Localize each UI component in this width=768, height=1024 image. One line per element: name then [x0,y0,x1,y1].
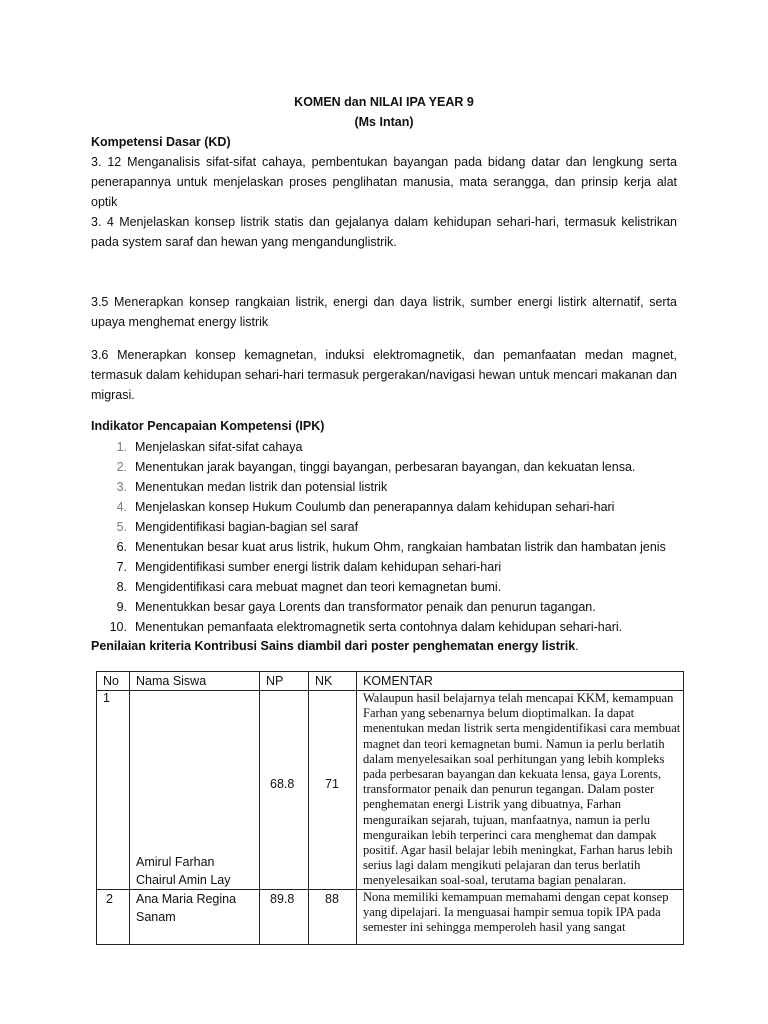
np-value: 68.8 [270,777,295,791]
list-item [107,457,666,477]
kd-heading: Kompetensi Dasar (KD) [91,135,231,149]
student-name-line: Chairul Amin Lay [136,872,231,887]
kd-item: 3. 4 Menjelaskan konsep listrik statis dan gejalanya dalam kehidupan sehari-hari, termasuk kelistrikan pada system saraf dan hewan yang mengandunglistrik. [91,215,677,249]
list-number: 7. [116,560,127,574]
list-item [107,477,666,497]
list-text: Mengidentifikasi bagian-bagian sel saraf [135,520,359,534]
grades-table [96,671,684,945]
cell-nk [309,691,357,890]
nk-value: 71 [325,777,339,791]
list-text: Menentukan jarak bayangan, tinggi bayangan, perbesaran bayangan, dan kekuatan lensa. [135,460,636,474]
list-number: 6. [116,540,127,554]
list-number: 1. [116,440,127,454]
list-text: Menentukkan besar gaya Lorents dan transformator penaik dan penurun tagangan. [135,600,596,614]
table-row [97,889,684,944]
header-np: NP [260,672,309,691]
kd-item: 3.5 Menerapkan konsep rangkaian listrik, energi dan daya listrik, sumber energi listirk alternatif, serta upaya menghemat energy listrik [91,295,677,329]
list-number: 9. [116,600,127,614]
kd-item: 3. 12 Menganalisis sifat-sifat cahaya, pembentukan bayangan pada bidang datar dan lengkung serta penerapannya untuk menjelaskan proses penglihatan manusia, mata serangga, dan prinsip kerja alat optik [91,155,677,209]
document-subtitle: (Ms Intan) [354,115,414,129]
list-text: Menentukan besar kuat arus listrik, hukum Ohm, rangkaian hambatan listrik dan hambatan jenis [135,540,666,554]
komentar-text: Nona memiliki kemampuan memahami dengan cepat konsep yang dipelajari. Ia menguasai hampir semua topik IPA pada semester ini sehingga memperoleh hasil yang sangat [363,889,669,935]
list-number: 2. [116,460,127,474]
criteria-heading-period: . [575,639,579,653]
list-text: Menentukan pemanfaata elektromagnetik serta contohnya dalam kehidupan sehari-hari. [135,620,623,634]
student-name-line: Sanam [136,909,176,924]
row-number: 2 [106,891,113,906]
list-item [107,597,666,617]
document-title: KOMEN dan NILAI IPA YEAR 9 [294,95,474,109]
cell-name [130,691,260,890]
criteria-heading [91,639,579,653]
list-number: 10. [109,620,127,634]
list-item [107,437,666,457]
cell-komentar: Walaupun hasil belajarnya telah mencapai KKM, kemampuan Farhan yang sebenarnya belum dioptimalkan. Ia dapat menentukan medan listrik serta mengidentifikasi cara membuat magnet dan teori kemagnetan bumi. Namun ia perlu berlatih dalam menyelesaikan soal perhitungan yang lebih kompleks pada perbesaran bayangan dan kekuata lensa, gaya Lorents, transformator penaik dan penurun tegangan. Dalam poster penghematan energi Listrik yang dibuatnya, Farhan menguraikan sejarah, tujuan, manfaatnya, namun ia perlu menguraikan lebih terperinci cara menghemat dan dampak positif. Agar hasil belajar lebih meningkat, Farhan harus lebih serius lagi dalam mengikuti pelajaran dan terus berlatih menyelesaikan soal-soal, terutama bagian penalaran. [357,691,684,890]
header-no: No [97,672,130,691]
student-name-line: Ana Maria Regina [136,891,237,906]
list-text: Menjelaskan sifat-sifat cahaya [135,440,303,454]
cell-komentar [357,889,684,944]
np-value: 89.8 [270,891,295,906]
list-item [107,617,666,637]
list-item [107,537,666,557]
ipk-list [107,437,666,637]
list-item [107,577,666,597]
student-name-line: Amirul Farhan [136,854,215,869]
cell-np [260,691,309,890]
cell-nk [309,889,357,944]
list-item [107,557,666,577]
cell-no [97,889,130,944]
header-nk: NK [309,672,357,691]
kd-item: 3.6 Menerapkan konsep kemagnetan, induksi elektromagnetik, dan pemanfaatan medan magnet, termasuk dalam kehidupan sehari-hari termasuk pergerakan/navigasi hewan untuk mencari makanan dan migrasi. [91,348,677,402]
list-text: Menentukan medan listrik dan potensial listrik [135,480,388,494]
header-komentar: KOMENTAR [357,672,684,691]
list-number: 5. [116,520,127,534]
list-item [107,497,666,517]
nk-value: 88 [325,891,339,906]
list-text: Mengidentifikasi cara mebuat magnet dan teori kemagnetan bumi. [135,580,502,594]
list-text: Mengidentifikasi sumber energi listrik dalam kehidupan sehari-hari [135,560,502,574]
list-number: 8. [116,580,127,594]
criteria-heading-text: Penilaian kriteria Kontribusi Sains diambil dari poster penghematan energy listrik [91,639,576,653]
list-text: Menjelaskan konsep Hukum Coulumb dan penerapannya dalam kehidupan sehari-hari [135,500,615,514]
table-header-row [97,672,684,691]
header-name: Nama Siswa [130,672,260,691]
cell-name [130,889,260,944]
table-row [97,691,684,890]
list-number: 3. [116,480,127,494]
ipk-heading: Indikator Pencapaian Kompetensi (IPK) [91,419,325,433]
cell-np [260,889,309,944]
cell-no: 1 [97,691,130,890]
list-number: 4. [116,500,127,514]
list-item [107,517,666,537]
